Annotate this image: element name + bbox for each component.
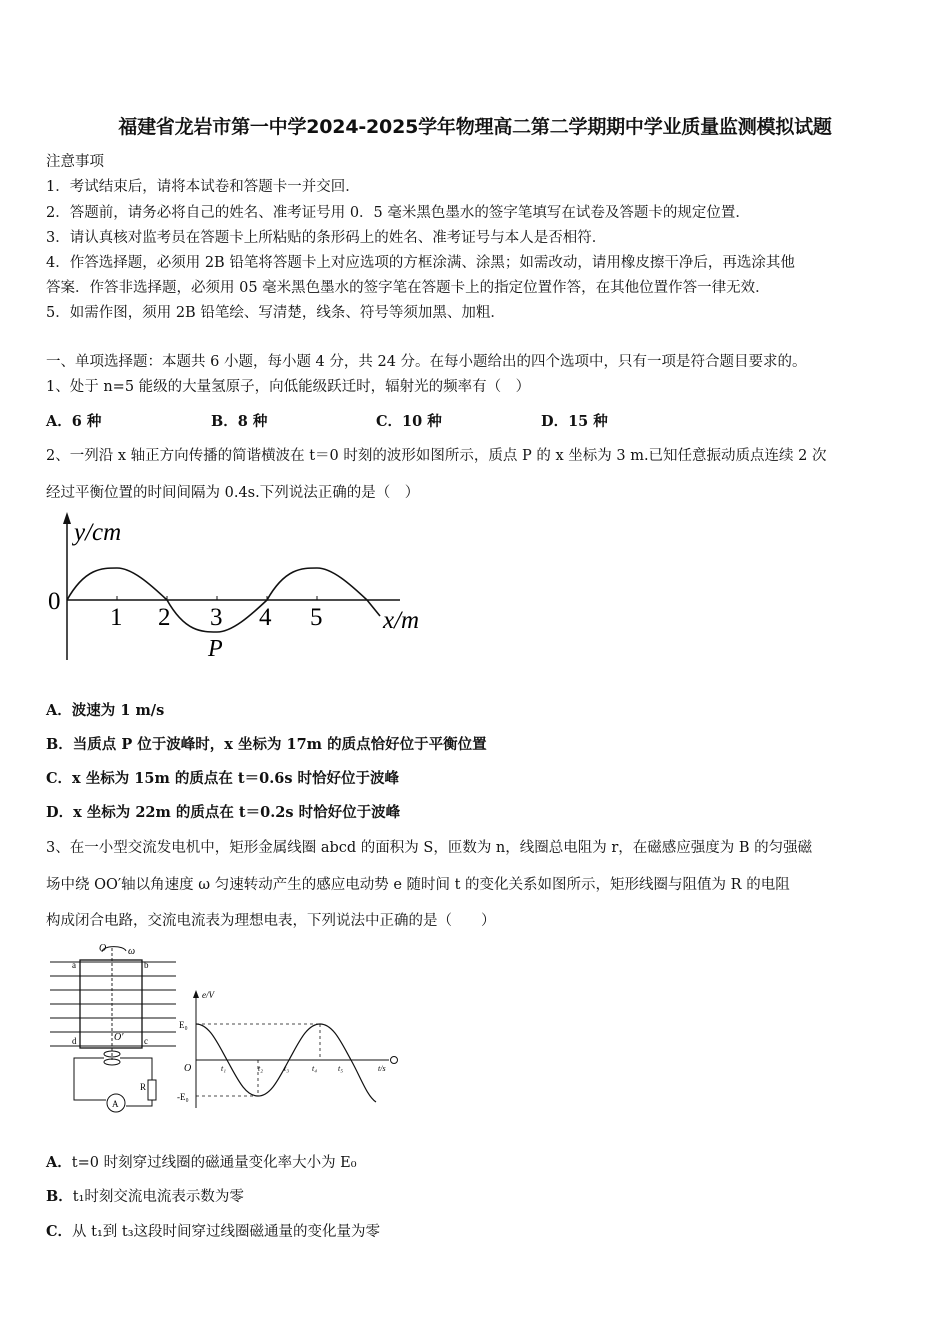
circuit-wire [120,1058,152,1080]
graph-neg-e0-label: -E₀ [177,1092,189,1102]
graph-origin-label: O [184,1063,192,1074]
question-3-stem-cont: 场中绕 OO′轴以角速度 ω 匀速转动产生的感应电动势 e 随时间 t 的变化关系如图所示，矩形线圈与阻值为 R 的电阻 [46,877,790,893]
notice-item: 5．如需作图，须用 2B 铅笔绘、写清楚，线条、符号等须加黑、加粗． [46,305,505,321]
option-label: B． [46,1188,73,1205]
graph-e0-label: E₀ [179,1020,188,1030]
magnetic-field-lines [50,962,176,1046]
q3-option-b[interactable] [46,1187,244,1207]
option-text: x 坐标为 22m 的质点在 t＝0.2s 时恰好位于波峰 [73,804,401,821]
omega-label: ω [128,946,136,957]
x-tick-label: 4 [259,604,272,631]
q3-option-a[interactable] [46,1153,357,1173]
graph-tick-label: t₃ [284,1064,290,1073]
x-tick-label: 2 [158,604,171,631]
y-axis-arrow [63,512,71,524]
origin-label: 0 [48,588,61,615]
option-label: A． [46,1154,72,1171]
q1-option-a[interactable] [46,412,101,432]
option-text: 6 种 [71,413,102,430]
graph-tick-label: t₄ [312,1064,318,1073]
q1-option-b[interactable] [211,412,267,432]
graph-tick-label: t₅ [338,1064,344,1073]
option-label: D． [46,804,74,821]
option-text: 波速为 1 m/s [71,702,165,719]
option-label: A． [46,413,72,430]
option-label: B． [211,413,238,430]
graph-t-label: t/s [378,1064,386,1073]
generator-figure [44,940,414,1120]
graph-e-label: e/V [202,990,214,1000]
graph-e-axis-arrow [193,990,199,998]
x-tick-label: 1 [110,604,123,631]
emf-curve [196,1024,376,1102]
axis-o-prime-label: O′ [114,1032,124,1043]
option-text: t=0 时刻穿过线圈的磁通量变化率大小为 E₀ [71,1155,357,1171]
notice-heading: 注意事项 [46,154,104,170]
x-axis-label: x/m [383,607,420,634]
option-label: A． [46,702,72,719]
q2-option-b[interactable] [46,735,487,755]
option-text: x 坐标为 15m 的质点在 t＝0.6s 时恰好位于波峰 [72,770,400,787]
option-label: D． [541,413,569,430]
question-2-stem-cont: 经过平衡位置的时间间隔为 0.4s.下列说法正确的是（ ） [46,485,420,501]
notice-item: 1．考试结束后，请将本试卷和答题卡一并交回． [46,179,360,195]
axis-o-label: O [99,943,107,954]
section-heading: 一、单项选择题：本题共 6 小题，每小题 4 分，共 24 分。在每小题给出的四个选项中，只有一项是符合题目要求的。 [46,354,807,370]
question-1-stem: 1、处于 n=5 能级的大量氢原子，向低能级跃迁时，辐射光的频率有（ ） [46,379,531,395]
option-text: 15 种 [568,413,608,430]
q2-option-c[interactable] [46,769,399,789]
notice-item: 2．答题前，请务必将自己的姓名、准考证号用 0．5 毫米黑色墨水的签字笔填写在试卷及答题卡的规定位置． [46,205,750,221]
notice-item: 3．请认真核对监考员在答题卡上所粘贴的条形码上的姓名、准考证号与本人是否相符． [46,230,607,246]
resistor [148,1080,156,1100]
notice-item: 答案．作答非选择题，必须用 05 毫米黑色墨水的签字笔在答题卡上的指定位置作答，在其他位置作答一律无效． [46,280,770,296]
option-label: C． [46,1223,73,1240]
corner-b-label: b [144,960,149,970]
option-text: 从 t₁到 t₃这段时间穿过线圈磁通量的变化量为零 [72,1224,381,1240]
wave-figure [40,510,450,670]
option-text: t₁时刻交流电流表示数为零 [72,1189,244,1205]
resistor-label: R [140,1082,147,1092]
point-p-label: P [208,636,223,662]
x-tick-label: 5 [310,604,323,631]
corner-c-label: c [144,1036,148,1046]
option-text: 10 种 [402,413,442,430]
notice-item: 4．作答选择题，必须用 2B 铅笔将答题卡上对应选项的方框涂满、涂黑；如需改动，请用橡皮擦干净后，再选涂其他 [46,255,795,271]
option-label: C． [376,413,403,430]
option-text: 当质点 P 位于波峰时，x 坐标为 17m 的质点恰好位于平衡位置 [72,736,487,753]
circuit-wire [74,1058,106,1100]
y-axis-label: y/cm [74,519,122,546]
corner-d-label: d [72,1036,77,1046]
question-3-stem-cont: 构成闭合电路，交流电流表为理想电表，下列说法中正确的是（ ） [46,913,496,929]
page-title: 福建省龙岩市第一中学2024-2025学年物理高二第二学期期中学业质量监测模拟试题 [118,116,832,138]
ammeter-label: A [112,1099,119,1109]
option-label: C． [46,770,73,787]
question-2-stem: 2、一列沿 x 轴正方向传播的简谐横波在 t＝0 时刻的波形如图所示，质点 P 的 x 坐标为 3 m.已知任意振动质点连续 2 次 [46,448,827,464]
option-label: B． [46,736,73,753]
option-text: 8 种 [237,413,268,430]
q2-option-a[interactable] [46,701,164,721]
x-tick-label: 3 [210,604,223,631]
question-3-stem: 3、在一小型交流发电机中，矩形金属线圈 abcd 的面积为 S，匝数为 n，线圈总电阻为 r，在磁感应强度为 B 的匀强磁 [46,840,813,856]
q3-option-c[interactable] [46,1222,380,1242]
q2-option-d[interactable] [46,803,400,823]
graph-t-axis-end [391,1057,398,1064]
graph-tick-label: t₂ [258,1064,264,1073]
q1-option-c[interactable] [376,412,442,432]
q1-option-d[interactable] [541,412,608,432]
corner-a-label: a [72,960,76,970]
circuit-wire [126,1100,152,1106]
graph-tick-label: t₁ [221,1064,227,1073]
